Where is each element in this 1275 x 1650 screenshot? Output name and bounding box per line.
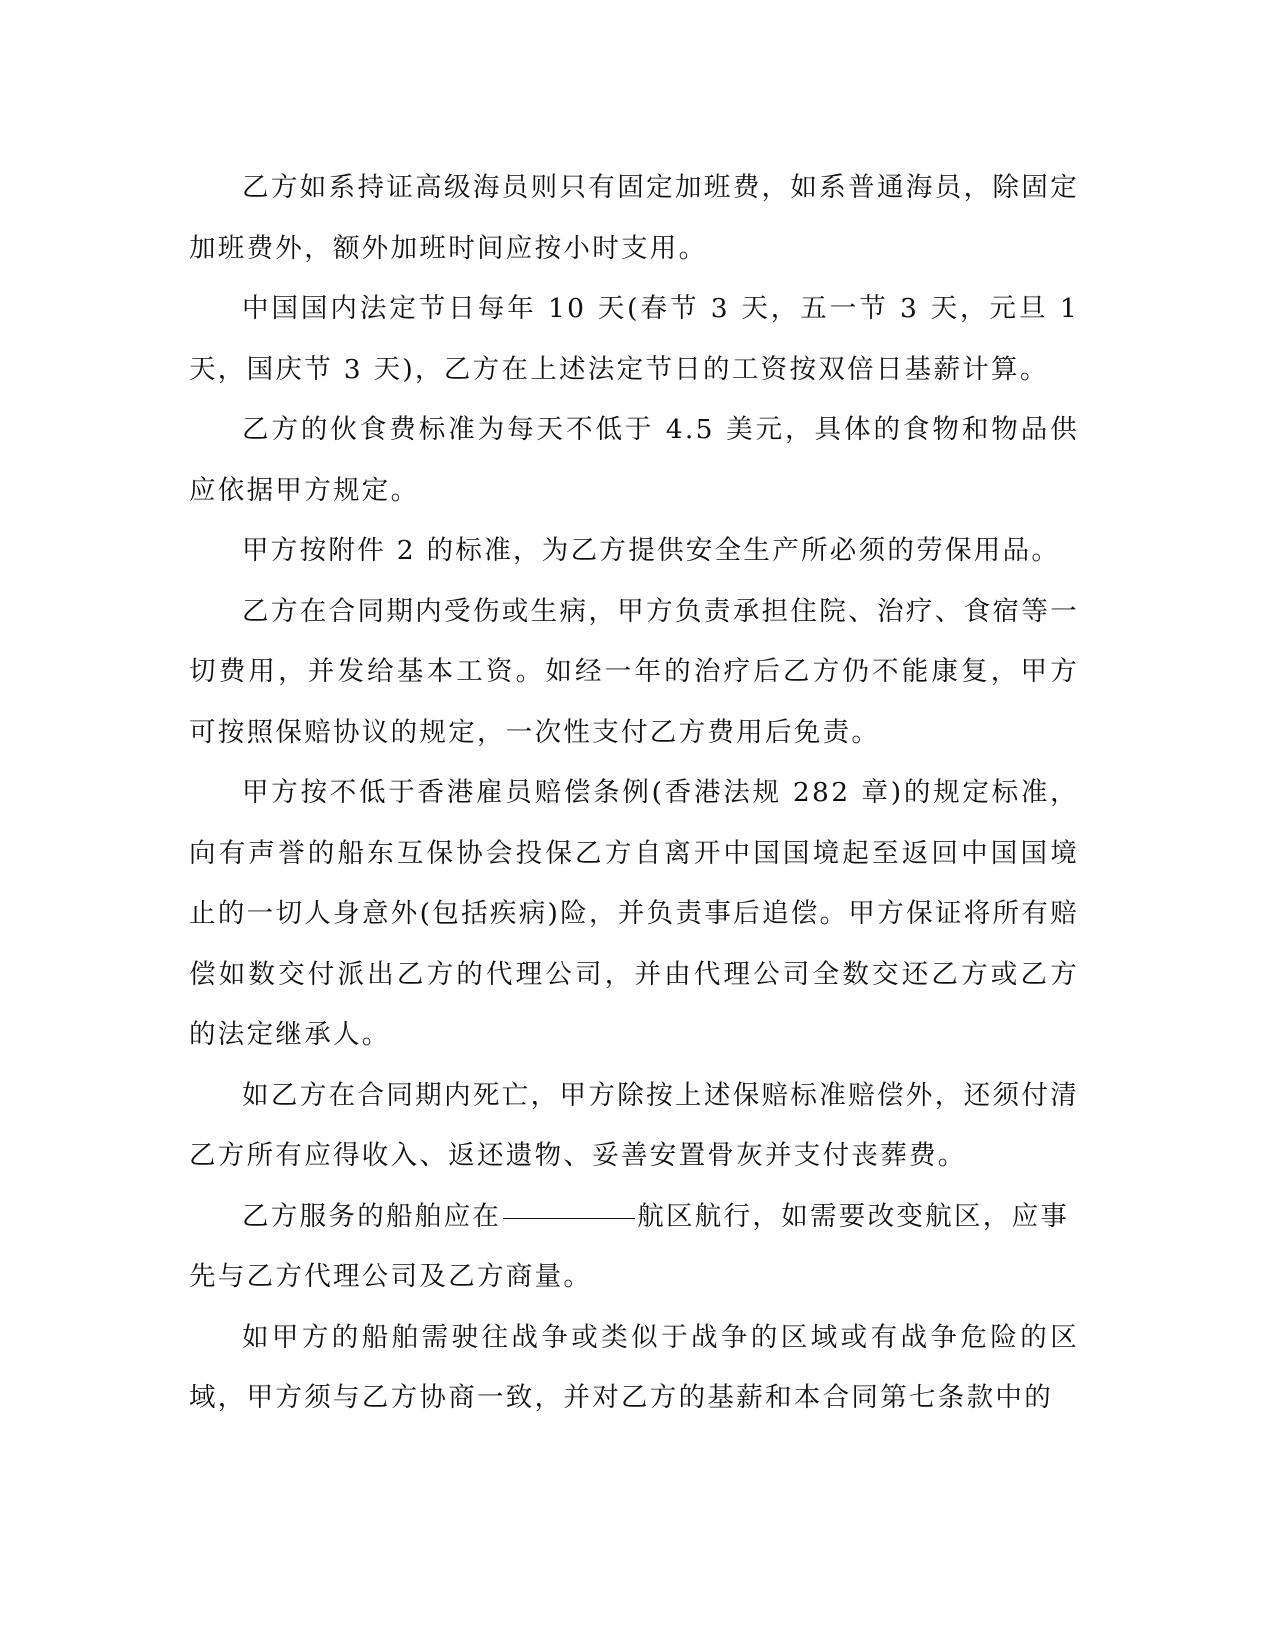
document-body xyxy=(189,158,1079,1429)
paragraph-protective-equipment: 甲方按附件 2 的标准，为乙方提供安全生产所必须的劳保用品。 xyxy=(242,535,1061,566)
blank-navigation-area xyxy=(503,1218,635,1219)
paragraph-overtime: 乙方如系持证高级海员则只有固定加班费，如系普通海员，除固定加班费外，额外加班时间应按小时支用。 xyxy=(189,172,1079,264)
paragraph-war-zone: 如甲方的船舶需驶往战争或类似于战争的区域或有战争危险的区域，甲方须与乙方协商一致，并对乙方的基薪和本合同第七条款中的 xyxy=(189,1321,1079,1413)
navigation-text-before: 乙方服务的船舶应在 xyxy=(242,1200,502,1232)
paragraph-holidays: 中国国内法定节日每年 10 天(春节 3 天，五一节 3 天，元旦 1 天，国庆节 3 天)，乙方在上述法定节日的工资按双倍日基薪计算。 xyxy=(189,293,1079,385)
paragraph-navigation-area xyxy=(189,1187,1079,1308)
paragraph-meal-allowance: 乙方的伙食费标准为每天不低于 4.5 美元，具体的食物和物品供应依据甲方规定。 xyxy=(189,414,1079,506)
navigation-text-after: 航区航行，如需要改变航区，应事先与乙方代理公司及乙方商量。 xyxy=(189,1200,1070,1292)
paragraph-death-compensation: 如乙方在合同期内死亡，甲方除按上述保赔标准赔偿外，还须付清乙方所有应得收入、返还遗物、妥善安置骨灰并支付丧葬费。 xyxy=(189,1079,1079,1171)
paragraph-insurance: 甲方按不低于香港雇员赔偿条例(香港法规 282 章)的规定标准，向有声誉的船东互保协会投保乙方自离开中国国境起至返回中国国境止的一切人身意外(包括疾病)险，并负责事后追偿。甲方保证将所有赔偿如数交付派出乙方的代理公司，并由代理公司全数交还乙方或乙方的法定继承人。 xyxy=(189,777,1079,1050)
paragraph-injury-illness: 乙方在合同期内受伤或生病，甲方负责承担住院、治疗、食宿等一切费用，并发给基本工资。如经一年的治疗后乙方仍不能康复，甲方可按照保赔协议的规定，一次性支付乙方费用后免责。 xyxy=(189,595,1079,748)
